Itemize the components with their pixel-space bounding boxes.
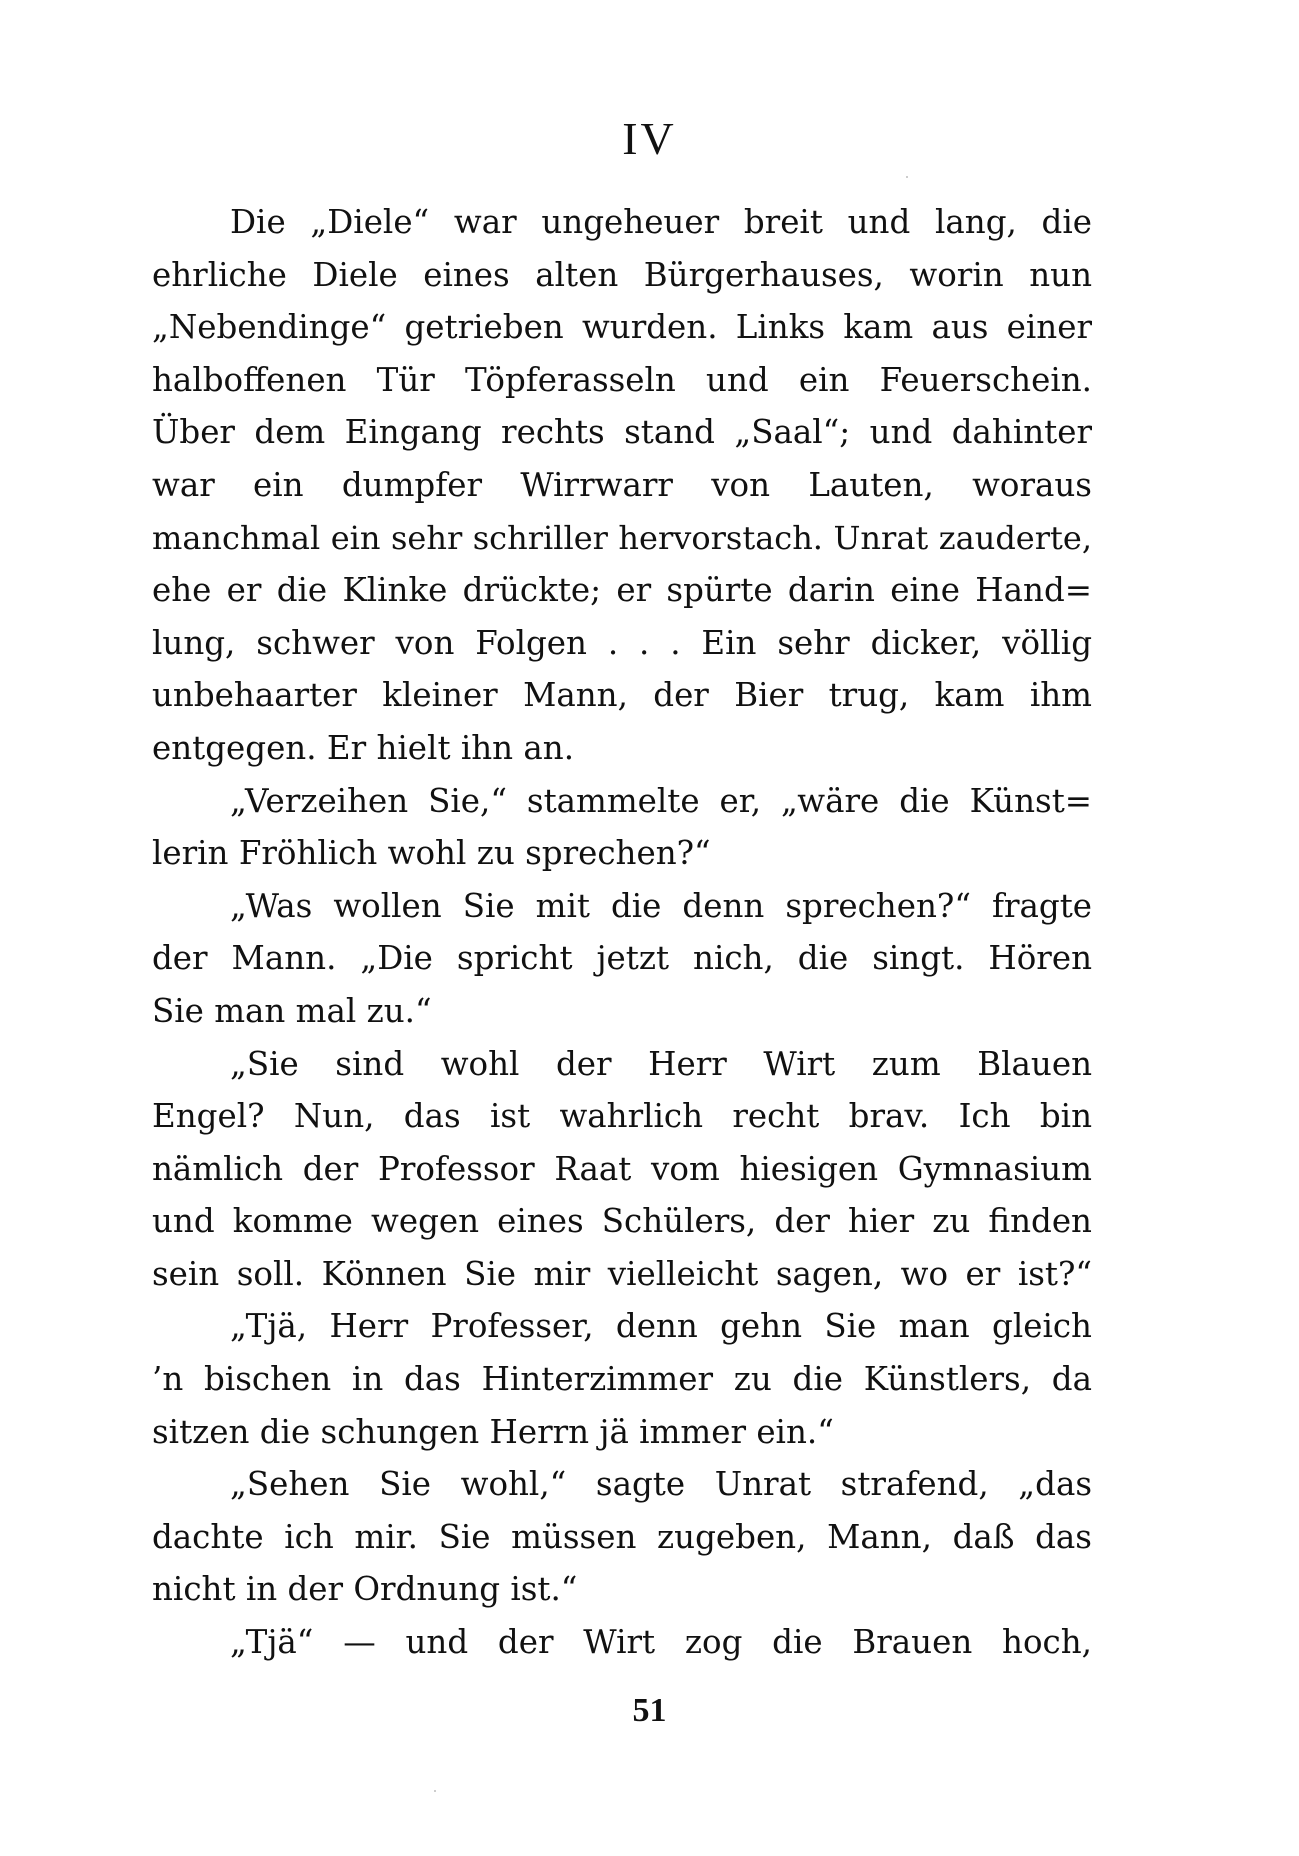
text-line: halboffenen Tür Töpferasseln und ein Feuerschein. xyxy=(152,360,1092,399)
text-line: „Sehen Sie wohl,“ sagte Unrat strafend, „das xyxy=(230,1465,1092,1504)
text-line: ehe er die Klinke drückte; er spürte darin eine Hand= xyxy=(152,571,1092,610)
text-line: „Sie sind wohl der Herr Wirt zum Blauen xyxy=(230,1044,1092,1083)
text-line: und komme wegen eines Schülers, der hier zu finden xyxy=(152,1202,1092,1241)
text-line: Die „Diele“ war ungeheuer breit und lang, die xyxy=(230,203,1092,241)
paper-speck xyxy=(906,176,908,178)
text-line: nicht in der Ordnung ist.“ xyxy=(152,1570,578,1609)
text-line: der Mann. „Die spricht jetzt nich, die singt. Hören xyxy=(152,939,1092,978)
text-line: lung, schwer von Folgen . . . Ein sehr dicker, völlig xyxy=(152,623,1092,662)
text-line: „Verzeihen Sie,“ stammelte er, „wäre die Künst= xyxy=(230,781,1092,820)
page-number: 51 xyxy=(632,1692,667,1729)
text-line: lerin Fröhlich wohl zu sprechen?“ xyxy=(152,834,711,873)
text-line: sitzen die schungen Herrn jä immer ein.“ xyxy=(152,1412,834,1451)
text-line: nämlich der Professor Raat vom hiesigen Gymnasium xyxy=(152,1149,1092,1188)
text-line: Engel? Nun, das ist wahrlich recht brav. Ich bin xyxy=(152,1097,1092,1136)
text-line: sein soll. Können Sie mir vielleicht sagen, wo er ist?“ xyxy=(152,1254,1092,1293)
text-line: dachte ich mir. Sie müssen zugeben, Mann, daß das xyxy=(152,1517,1092,1556)
text-line: Über dem Eingang rechts stand „Saal“; und dahinter xyxy=(152,413,1092,452)
text-line: unbehaarter kleiner Mann, der Bier trug, kam ihm xyxy=(152,676,1092,715)
text-line: ’n bischen in das Hinterzimmer zu die Künstlers, da xyxy=(152,1360,1092,1399)
paper-speck xyxy=(434,1790,436,1792)
text-line: manchmal ein sehr schriller hervorstach. Unrat zauderte, xyxy=(152,518,1092,557)
text-line: entgegen. Er hielt ihn an. xyxy=(152,728,575,767)
body-text xyxy=(152,196,1092,1669)
text-line: „Was wollen Sie mit die denn sprechen?“ fragte xyxy=(230,886,1092,925)
text-line: war ein dumpfer Wirrwarr von Lauten, woraus xyxy=(152,465,1092,504)
chapter-heading: IV xyxy=(622,113,677,164)
text-line: „Tjä“ — und der Wirt zog die Brauen hoch, xyxy=(230,1623,1092,1662)
text-line: „Tjä, Herr Professer, denn gehn Sie man gleich xyxy=(230,1307,1092,1346)
text-line: Sie man mal zu.“ xyxy=(152,991,432,1030)
text-line: ehrliche Diele eines alten Bürgerhauses, worin nun xyxy=(152,255,1092,294)
text-line: „Nebendinge“ getrieben wurden. Links kam aus einer xyxy=(152,308,1092,347)
